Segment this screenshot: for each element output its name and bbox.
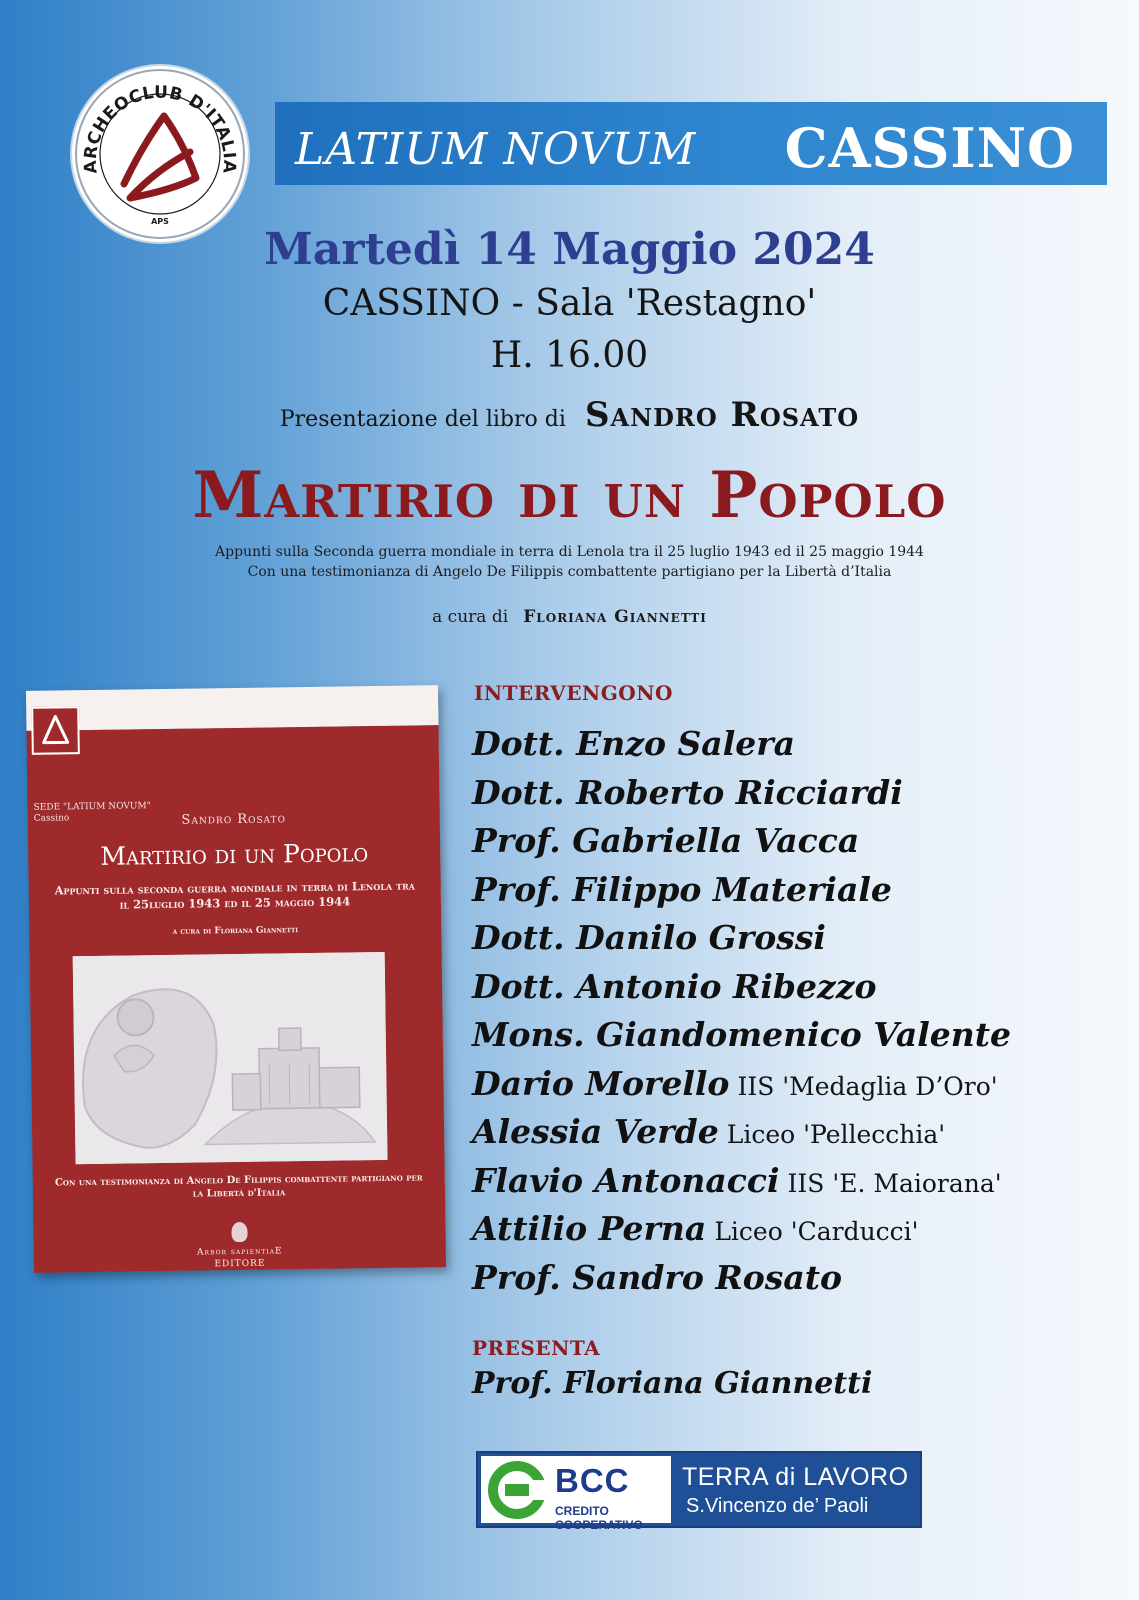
speaker-item xyxy=(472,1254,1019,1303)
speaker-name: Attilio Perna xyxy=(472,1209,707,1248)
book-subtitle xyxy=(0,542,1139,582)
speaker-affiliation: IIS 'Medaglia D’Oro' xyxy=(737,1071,998,1101)
presentation-prefix: Presentazione del libro di xyxy=(279,407,566,432)
subtitle-line: Con una testimonianza di Angelo De Filippis combattente partigiano per la Libertà d’Italia xyxy=(247,564,892,580)
sponsor-credito-text: CREDITO COOPERATIVO xyxy=(555,1504,643,1532)
speaker-item xyxy=(472,817,1019,866)
speaker-name: Alessia Verde xyxy=(472,1112,719,1151)
presentation-author: Sandro Rosato xyxy=(584,395,860,435)
publisher-emblem-icon xyxy=(231,1222,247,1242)
speaker-name: Mons. Giandomenico Valente xyxy=(472,1015,1012,1054)
speaker-name: Dott. Enzo Salera xyxy=(472,724,795,763)
sponsor-bcc-box xyxy=(481,1456,671,1532)
speaker-name: Prof. Sandro Rosato xyxy=(472,1257,843,1297)
speaker-name: Dott. Antonio Ribezzo xyxy=(472,966,877,1006)
speakers-label: INTERVENGONO xyxy=(474,681,673,705)
book-cover-subtitle: Appunti sulla seconda guerra mondiale in terra di Lenola tra il 25luglio 1943 ed il 25 maggio 1944 xyxy=(54,878,416,912)
sponsor-terra-text: TERRA di LAVORO xyxy=(682,1463,909,1491)
book-cover-sede-city: Cassino xyxy=(33,813,70,824)
presenter-label: PRESENTA xyxy=(472,1336,601,1360)
archeoclub-logo xyxy=(72,66,248,242)
speaker-item xyxy=(472,720,1019,769)
speaker-name: Dott. Roberto Ricciardi xyxy=(472,772,903,812)
speaker-name: Flavio Antonacci xyxy=(472,1160,780,1200)
header-banner xyxy=(275,102,1107,185)
speaker-affiliation: Liceo 'Pellecchia' xyxy=(726,1120,946,1149)
presentation-line xyxy=(0,395,1139,435)
archeoclub-emblem-icon xyxy=(72,66,248,242)
speakers-list xyxy=(472,720,1019,1302)
book-cover-logo-icon xyxy=(31,706,80,755)
banner-latium-novum: LATIUM NOVUM xyxy=(295,124,697,175)
bcc-logo-icon xyxy=(483,1456,553,1523)
book-cover-sede-label: SEDE "LATIUM NOVUM" xyxy=(33,801,151,813)
presenter-name: Prof. Floriana Giannetti xyxy=(472,1366,873,1401)
speaker-affiliation: Liceo 'Carducci' xyxy=(714,1217,919,1246)
sponsor-bcc-banner xyxy=(476,1451,922,1532)
speaker-item xyxy=(472,1011,1019,1060)
speaker-item xyxy=(472,1157,1019,1206)
book-cover-top-band xyxy=(26,685,439,731)
event-venue: CASSINO - Sala 'Restagno' xyxy=(322,283,817,324)
speaker-item xyxy=(472,769,1019,818)
sponsor-vincenzo-text: S.Vincenzo de’ Paoli xyxy=(686,1495,869,1517)
speaker-item xyxy=(472,1060,1019,1109)
book-cover-image xyxy=(26,685,446,1273)
book-cover-title: Martirio di un Popolo xyxy=(100,838,369,871)
speaker-item xyxy=(472,1205,1019,1254)
curator-name: Floriana Giannetti xyxy=(523,607,707,627)
book-cover-testimony: Con una testimonianza di Angelo De Filippis combattente partigiano per la Libertà d'Italia xyxy=(54,1172,423,1200)
speaker-item xyxy=(472,1108,1019,1157)
book-cover-publisher-name: Arbor sapientiaE xyxy=(196,1246,283,1258)
curator-prefix: a cura di xyxy=(432,607,509,627)
book-cover-author: Sandro Rosato xyxy=(181,811,287,828)
speaker-name: Prof. Gabriella Vacca xyxy=(472,821,860,860)
event-date: Martedì 14 Maggio 2024 xyxy=(264,224,875,275)
logo-badge: APS xyxy=(151,217,169,226)
relief-artwork-icon xyxy=(73,952,388,1164)
sponsor-bcc-text: BCC xyxy=(555,1462,630,1499)
logo-ring-text: ARCHEOCLUB D'ITALIA xyxy=(80,82,240,175)
book-title: Martirio di un Popolo xyxy=(192,458,947,533)
speaker-item xyxy=(472,963,1019,1012)
book-cover-publisher-sub: EDITORE xyxy=(214,1258,266,1270)
banner-cassino: CASSINO xyxy=(784,116,1075,180)
book-cover-artwork xyxy=(73,952,388,1164)
book-cover-red-area xyxy=(27,725,447,1273)
speaker-item xyxy=(472,914,1019,963)
book-cover-publisher xyxy=(34,1243,446,1273)
speaker-affiliation: IIS 'E. Maiorana' xyxy=(787,1168,1002,1198)
speaker-item xyxy=(472,866,1019,915)
speaker-name: Dott. Danilo Grossi xyxy=(472,918,826,957)
curator-line xyxy=(0,607,1139,627)
speaker-name: Dario Morello xyxy=(472,1063,730,1103)
event-hour: H. 16.00 xyxy=(490,335,649,376)
book-cover-curator: a cura di Floriana Giannetti xyxy=(172,925,299,937)
subtitle-line: Appunti sulla Seconda guerra mondiale in terra di Lenola tra il 25 luglio 1943 ed il 25 maggio 1944 xyxy=(215,544,924,560)
speaker-name: Prof. Filippo Materiale xyxy=(472,869,892,909)
